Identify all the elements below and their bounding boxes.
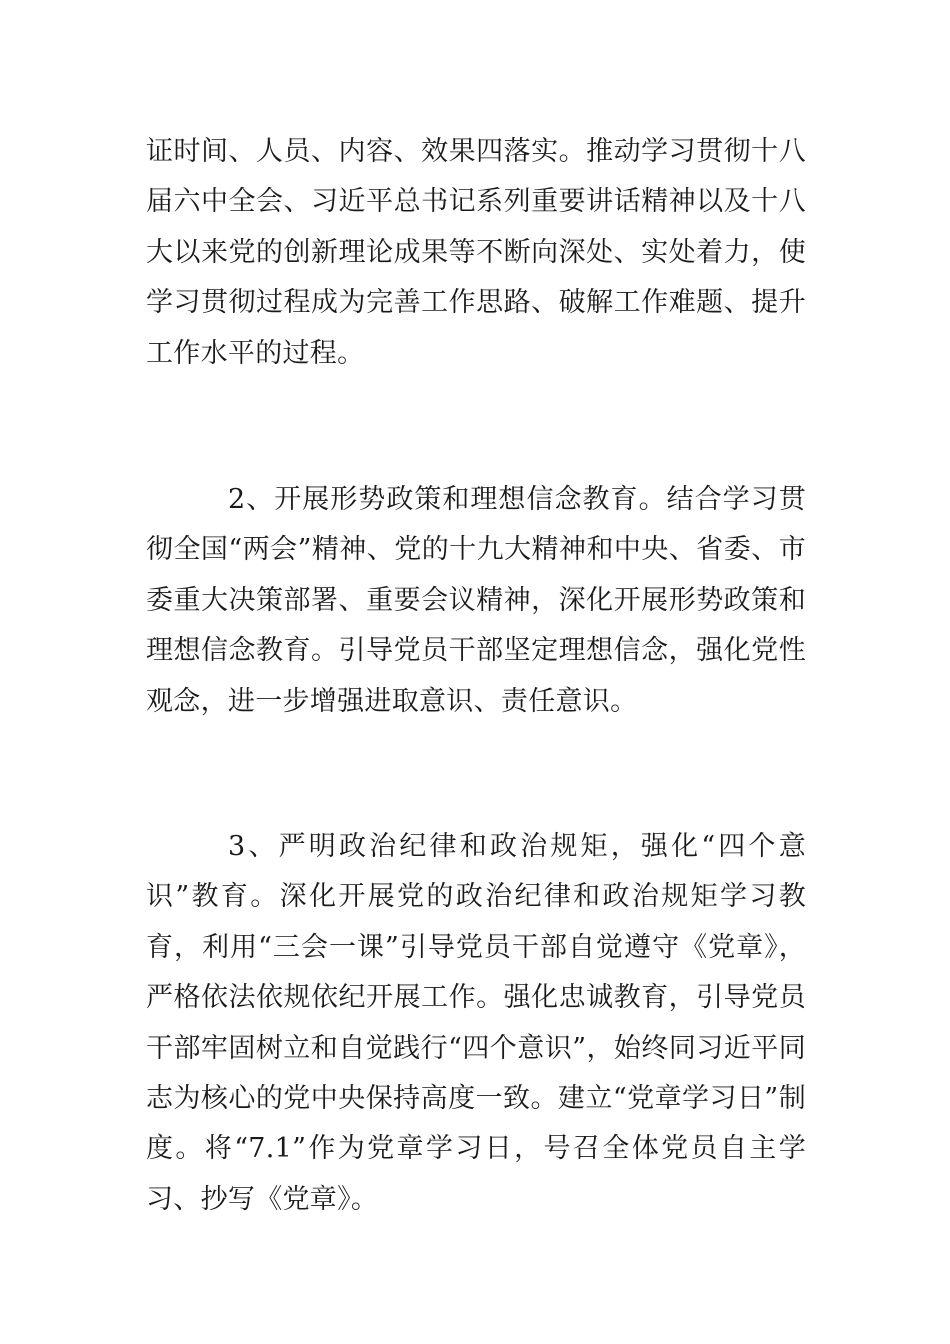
paragraph-continuation: 证时间、人员、内容、效果四落实。推动学习贯彻十八届六中全会、习近平总书记系列重要讲话精神以及十八大以来党的创新理论成果等不断向深处、实处着力，使学习贯彻过程成为完善工作思路、破解工作难题、提升工作水平的过程。 xyxy=(146,136,806,369)
paragraph-item-2: 2、开展形势政策和理想信念教育。结合学习贯彻全国“两会”精神、党的十九大精神和中央、省委、市委重大决策部署、重要会议精神，深化开展形势政策和理想信念教育。引导党员干部坚定理想信念，强化党性观念，进一步增强进取意识、责任意识。 xyxy=(146,484,806,717)
paragraph-item-3: 3、严明政治纪律和政治规矩，强化“四个意识”教育。深化开展党的政治纪律和政治规矩学习教育，利用“三会一课”引导党员干部自觉遵守《党章》，严格依法依规依纪开展工作。强化忠诚教育，引导党员干部牢固树立和自觉践行“四个意识”，始终同习近平同志为核心的党中央保持高度一致。建立“党章学习日”制度。将“7.1”作为党章学习日，号召全体党员自主学习、抄写《党章》。 xyxy=(146,831,806,1215)
